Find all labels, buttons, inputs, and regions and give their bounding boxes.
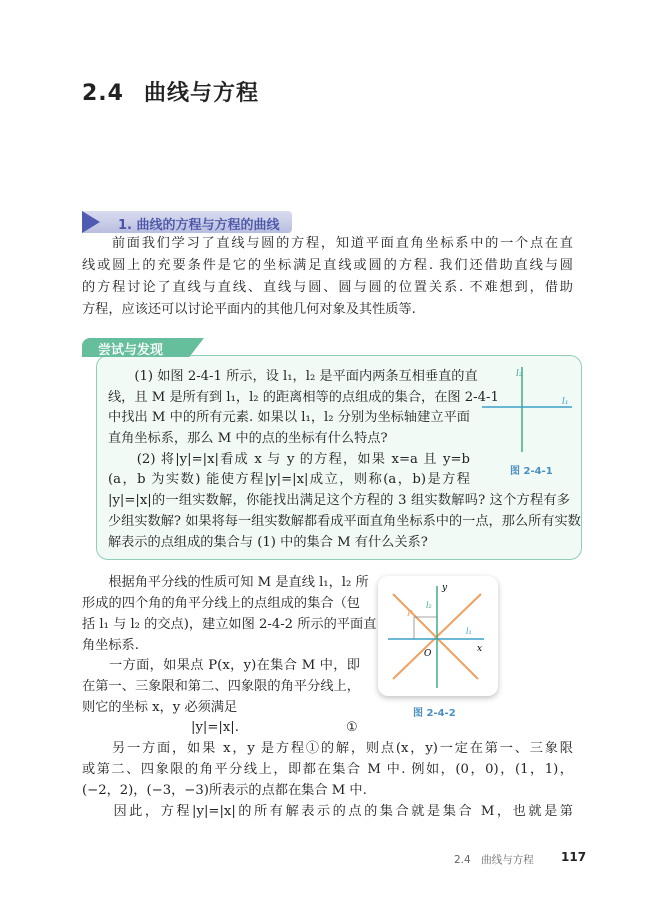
explore-tab-label: 尝试与发现: [98, 343, 164, 358]
triangle-icon: [82, 211, 100, 233]
explore-line: 直角坐标系，那么 M 中的点的坐标有什么特点?: [108, 431, 388, 446]
figure-caption: 图 2-4-1: [510, 466, 553, 477]
body-line: 括 l₁ 与 l₂ 的交点)，建立如图 2-4-2 所示的平面直: [82, 617, 377, 632]
formula: |y|=|x|.: [191, 720, 239, 735]
explore-line: 中找出 M 中的所有元素. 如果以 l₁，l₂ 分别为坐标轴建立平面: [108, 410, 470, 425]
p-label: P: [407, 609, 413, 618]
footer-section: 2.4 曲线与方程: [454, 854, 534, 866]
label-l1: l₁: [562, 397, 569, 407]
intro-line: 的方程讨论了直线与直线、直线与圆、圆与圆的位置关系. 不难想到，借助: [82, 280, 573, 295]
figure-caption: 图 2-4-2: [413, 708, 456, 719]
body-line: 一方面，如果点 P(x，y)在集合 M 中，即: [82, 658, 360, 673]
page-number: 117: [561, 850, 587, 864]
body-line: 形成的四个角的角平分线上的点组成的集合（包: [82, 596, 360, 611]
explore-line: |y|=|x|的一组实数解，你能找出满足这个方程的 3 组实数解吗? 这个方程有多: [108, 493, 570, 508]
explore-line: (1) 如图 2-4-1 所示，设 l₁，l₂ 是平面内两条互相垂直的直: [108, 369, 478, 384]
body-line: 在第一、三象限和第二、四象限的角平分线上，: [82, 679, 360, 694]
section-number: 2.4: [82, 81, 124, 106]
subsection-title: 1. 曲线的方程与方程的曲线: [118, 218, 280, 233]
intro-line: 前面我们学习了直线与圆的方程，知道平面直角坐标系中的一个点在直: [82, 236, 573, 251]
label-l2: l₂: [516, 369, 523, 379]
figure-2-4-2: [378, 576, 498, 696]
explore-line: (2) 将|y|=|x|看成 x 与 y 的方程，如果 x=a 且 y=b: [108, 452, 470, 467]
x-label: x: [477, 644, 483, 654]
section-title: 曲线与方程: [143, 81, 259, 106]
intro-line: 线或圆上的充要条件是它的坐标满足直线或圆的方程. 我们还借助直线与圆: [82, 258, 573, 273]
body-line: 或第二、四象限的角平分线上，即都在集合 M 中. 例如，(0，0)，(1，1)，: [82, 762, 573, 777]
explore-line: (a，b 为实数) 能使方程|y|=|x|成立，则称(a，b)是方程: [108, 472, 470, 487]
l1-label: l₁: [466, 627, 472, 636]
page-title: [82, 76, 279, 107]
origin-label: O: [424, 649, 432, 659]
l2-label: l₂: [426, 601, 432, 610]
body-line: (−2，2)，(−3，−3)所表示的点都在集合 M 中.: [82, 783, 367, 798]
y-label: y: [442, 583, 448, 593]
body-line: 则它的坐标 x，y 必须满足: [82, 700, 238, 715]
explore-line: 少组实数解? 如果将每一组实数解都看成平面直角坐标系中的一点，那么所有实数: [108, 514, 581, 529]
body-line: 角坐标系.: [82, 638, 139, 653]
explore-line: 解表示的点组成的集合与 (1) 中的集合 M 有什么关系?: [108, 535, 428, 550]
figure-2-4-1: [480, 362, 575, 462]
intro-line: 方程，应该还可以讨论平面内的其他几何对象及其性质等.: [82, 302, 416, 317]
body-line: 根据角平分线的性质可知 M 是直线 l₁，l₂ 所: [82, 575, 369, 590]
explore-line: 线，且 M 是所有到 l₁，l₂ 的距离相等的点组成的集合，在图 2-4-1: [108, 390, 499, 405]
formula-tag: ①: [346, 720, 358, 735]
body-line: 因此，方程|y|=|x|的所有解表示的点的集合就是集合 M，也就是第: [82, 804, 573, 819]
body-line: 另一方面，如果 x，y 是方程①的解，则点(x，y)一定在第一、三象限: [82, 741, 573, 756]
